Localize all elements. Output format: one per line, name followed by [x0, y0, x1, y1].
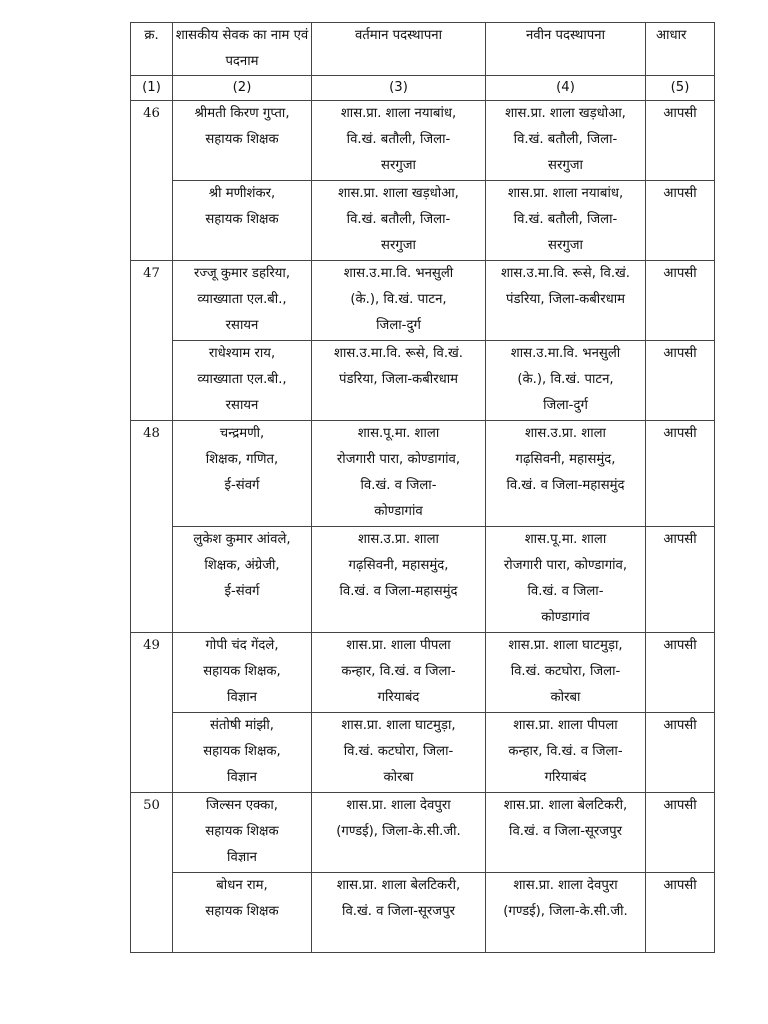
column-number: (4) — [486, 76, 646, 101]
current-posting-cell-line: वि.खं. व जिला- — [360, 478, 437, 493]
basis-cell: आपसी — [646, 261, 715, 341]
employee-name-cell-line: सहायक शिक्षक, — [203, 664, 281, 679]
current-posting-cell-line: गढ़सिवनी, महासमुंद, — [348, 558, 449, 573]
new-posting-cell-line: शास.प्रा. शाला खड़धोआ, — [505, 106, 626, 121]
new-posting-cell-line: वि.खं. बतौली, जिला- — [513, 132, 618, 147]
new-posting-cell — [486, 341, 646, 421]
current-posting-cell-line: शास.उ.मा.वि. रूसे, वि.खं. — [334, 346, 463, 361]
employee-name-cell — [173, 101, 312, 181]
new-posting-cell-line: गरियाबंद — [544, 770, 587, 785]
new-posting-cell-line: शास.प्रा. शाला पीपला — [513, 718, 618, 733]
table-row — [131, 181, 715, 261]
new-posting-cell-line: शास.उ.मा.वि. रूसे, वि.खं. — [501, 266, 630, 281]
current-posting-cell-line: वि.खं. बतौली, जिला- — [346, 132, 451, 147]
current-posting-cell-line: शास.प्रा. शाला घाटमुड़ा, — [341, 718, 456, 733]
new-posting-cell-line: रोजगारी पारा, कोण्डागांव, — [503, 558, 628, 573]
employee-name-cell-line: गोपी चंद गेंदले, — [205, 638, 279, 653]
current-posting-cell — [312, 261, 486, 341]
employee-name-cell — [173, 261, 312, 341]
employee-name-cell-line: सहायक शिक्षक, — [203, 744, 281, 759]
employee-name-cell — [173, 181, 312, 261]
employee-name-cell-line: रज्जू कुमार डहरिया, — [193, 266, 291, 281]
serial-number: 49 — [131, 633, 173, 793]
current-posting-cell — [312, 527, 486, 633]
employee-name-cell-line: बोधन राम, — [216, 878, 268, 893]
current-posting-cell-line: कोण्डागांव — [374, 504, 423, 519]
header-name-line: शासकीय सेवक का — [175, 28, 267, 43]
new-posting-cell-line: वि.खं. व जिला- — [527, 584, 604, 599]
employee-name-cell-line: विज्ञान — [227, 690, 257, 705]
current-posting-cell — [312, 633, 486, 713]
current-posting-cell-line: शास.प्रा. शाला नयाबांध, — [340, 106, 457, 121]
current-posting-cell-line: शास.उ.मा.वि. भनसुली — [343, 266, 454, 281]
new-posting-cell-line: सरगुजा — [548, 238, 583, 253]
serial-number: 46 — [131, 101, 173, 261]
employee-name-cell-line: रसायन — [225, 398, 259, 413]
table-row — [131, 633, 715, 713]
basis-cell: आपसी — [646, 421, 715, 527]
current-posting-cell-line: शास.प्रा. शाला देवपुरा — [346, 798, 451, 813]
table-row — [131, 527, 715, 633]
employee-name-cell-line: सहायक शिक्षक — [205, 824, 279, 839]
new-posting-cell-line: शास.प्रा. शाला घाटमुड़ा, — [508, 638, 623, 653]
header-name — [173, 23, 312, 76]
employee-name-cell-line: ई-संवर्ग — [224, 584, 260, 599]
employee-name-cell — [173, 713, 312, 793]
employee-name-cell-line: रसायन — [225, 318, 259, 333]
new-posting-cell-line: वि.खं. व जिला-महासमुंद — [506, 478, 625, 493]
employee-name-cell-line: श्रीमती किरण गुप्ता, — [194, 106, 290, 121]
new-posting-cell-line: कन्हार, वि.खं. व जिला- — [508, 744, 623, 759]
employee-name-cell-line: लुकेश कुमार आंवले, — [193, 532, 291, 547]
header-new-posting: नवीन पदस्थापना — [486, 23, 646, 76]
table-row — [131, 101, 715, 181]
current-posting-cell-line: वि.खं. व जिला-महासमुंद — [339, 584, 458, 599]
employee-name-cell — [173, 527, 312, 633]
serial-number: 50 — [131, 793, 173, 953]
basis-cell: आपसी — [646, 101, 715, 181]
employee-name-cell-line: ई-संवर्ग — [224, 478, 260, 493]
employee-name-cell-line: सहायक शिक्षक — [205, 132, 279, 147]
serial-number: 48 — [131, 421, 173, 633]
new-posting-cell-line: (के.), वि.खं. पाटन, — [517, 372, 614, 387]
employee-name-cell-line: राधेश्याम राय, — [208, 346, 276, 361]
table-row — [131, 421, 715, 527]
basis-cell: आपसी — [646, 341, 715, 421]
new-posting-cell-line: वि.खं. बतौली, जिला- — [513, 212, 618, 227]
employee-name-cell-line: सहायक शिक्षक — [205, 904, 279, 919]
new-posting-cell — [486, 181, 646, 261]
column-number: (5) — [646, 76, 715, 101]
current-posting-cell — [312, 713, 486, 793]
employee-name-cell-line: व्याख्याता एल.बी., — [197, 292, 287, 307]
column-number: (3) — [312, 76, 486, 101]
employee-name-cell-line: व्याख्याता एल.बी., — [197, 372, 287, 387]
new-posting-cell — [486, 421, 646, 527]
employee-name-cell-line: जिल्सन एक्का, — [206, 798, 278, 813]
new-posting-cell-line: शास.उ.प्रा. शाला — [525, 426, 606, 441]
new-posting-cell — [486, 713, 646, 793]
current-posting-cell-line: पंडरिया, जिला-कबीरधाम — [339, 372, 458, 387]
current-posting-cell-line: शास.प्रा. शाला बेलटिकरी, — [336, 878, 461, 893]
employee-name-cell-line: विज्ञान — [227, 850, 257, 865]
current-posting-cell — [312, 341, 486, 421]
new-posting-cell — [486, 101, 646, 181]
column-number: (2) — [173, 76, 312, 101]
current-posting-cell-line: शास.प्रा. शाला खड़धोआ, — [338, 186, 459, 201]
current-posting-cell-line: वि.खं. कटघोरा, जिला- — [343, 744, 454, 759]
basis-cell: आपसी — [646, 527, 715, 633]
table-body — [131, 101, 715, 953]
basis-cell: आपसी — [646, 873, 715, 953]
column-number-row — [131, 76, 715, 101]
current-posting-cell-line: सरगुजा — [381, 238, 416, 253]
employee-name-cell-line: विज्ञान — [227, 770, 257, 785]
new-posting-cell-line: शास.प्रा. शाला बेलटिकरी, — [503, 798, 628, 813]
new-posting-cell-line: सरगुजा — [548, 158, 583, 173]
current-posting-cell-line: जिला-दुर्ग — [376, 318, 421, 333]
table-header — [131, 23, 715, 101]
table-row — [131, 793, 715, 873]
employee-name-cell — [173, 633, 312, 713]
current-posting-cell — [312, 793, 486, 873]
current-posting-cell-line: शास.पू.मा. शाला — [357, 426, 440, 441]
new-posting-cell-line: कोण्डागांव — [541, 610, 590, 625]
transfer-table — [130, 22, 715, 953]
new-posting-cell-line: शास.प्रा. शाला नयाबांध, — [507, 186, 624, 201]
current-posting-cell — [312, 181, 486, 261]
employee-name-cell-line: शिक्षक, अंग्रेजी, — [204, 558, 280, 573]
employee-name-cell-line: संतोषी मांझी, — [210, 718, 274, 733]
current-posting-cell-line: (गण्डई), जिला-के.सी.जी. — [336, 824, 461, 839]
new-posting-cell-line: वि.खं. व जिला-सूरजपुर — [509, 824, 622, 839]
current-posting-cell — [312, 873, 486, 953]
header-row — [131, 23, 715, 76]
employee-name-cell-line: श्री मणीशंकर, — [208, 186, 276, 201]
new-posting-cell-line: कोरबा — [550, 690, 581, 705]
new-posting-cell — [486, 261, 646, 341]
current-posting-cell-line: गरियाबंद — [377, 690, 420, 705]
current-posting-cell — [312, 421, 486, 527]
current-posting-cell-line: वि.खं. बतौली, जिला- — [346, 212, 451, 227]
new-posting-cell — [486, 873, 646, 953]
new-posting-cell-line: पंडरिया, जिला-कबीरधाम — [506, 292, 625, 307]
current-posting-cell-line: रोजगारी पारा, कोण्डागांव, — [336, 452, 461, 467]
employee-name-cell — [173, 873, 312, 953]
column-number: (1) — [131, 76, 173, 101]
header-name-line: नाम एवं पदनाम — [225, 28, 309, 69]
header-basis: आधार — [646, 23, 715, 76]
header-serial: क्र. — [131, 23, 173, 76]
table-row — [131, 261, 715, 341]
current-posting-cell-line: कन्हार, वि.खं. व जिला- — [341, 664, 456, 679]
employee-name-cell-line: सहायक शिक्षक — [205, 212, 279, 227]
current-posting-cell-line: (के.), वि.खं. पाटन, — [350, 292, 447, 307]
header-current-posting: वर्तमान पदस्थापना — [312, 23, 486, 76]
serial-number: 47 — [131, 261, 173, 421]
employee-name-cell-line: शिक्षक, गणित, — [205, 452, 279, 467]
new-posting-cell — [486, 633, 646, 713]
basis-cell: आपसी — [646, 713, 715, 793]
new-posting-cell-line: जिला-दुर्ग — [543, 398, 588, 413]
current-posting-cell-line: शास.प्रा. शाला पीपला — [346, 638, 451, 653]
current-posting-cell-line: वि.खं. व जिला-सूरजपुर — [342, 904, 455, 919]
current-posting-cell-line: शास.उ.प्रा. शाला — [358, 532, 439, 547]
new-posting-cell — [486, 527, 646, 633]
basis-cell: आपसी — [646, 793, 715, 873]
current-posting-cell-line: कोरबा — [383, 770, 414, 785]
new-posting-cell-line: शास.उ.मा.वि. भनसुली — [510, 346, 621, 361]
new-posting-cell — [486, 793, 646, 873]
basis-cell: आपसी — [646, 181, 715, 261]
table-row — [131, 873, 715, 953]
employee-name-cell — [173, 793, 312, 873]
basis-cell: आपसी — [646, 633, 715, 713]
new-posting-cell-line: (गण्डई), जिला-के.सी.जी. — [503, 904, 628, 919]
new-posting-cell-line: शास.पू.मा. शाला — [524, 532, 607, 547]
current-posting-cell-line: सरगुजा — [381, 158, 416, 173]
current-posting-cell — [312, 101, 486, 181]
new-posting-cell-line: शास.प्रा. शाला देवपुरा — [513, 878, 618, 893]
new-posting-cell-line: वि.खं. कटघोरा, जिला- — [510, 664, 621, 679]
employee-name-cell — [173, 421, 312, 527]
employee-name-cell — [173, 341, 312, 421]
new-posting-cell-line: गढ़सिवनी, महासमुंद, — [515, 452, 616, 467]
table-row — [131, 713, 715, 793]
table-row — [131, 341, 715, 421]
employee-name-cell-line: चन्द्रमणी, — [219, 426, 265, 441]
